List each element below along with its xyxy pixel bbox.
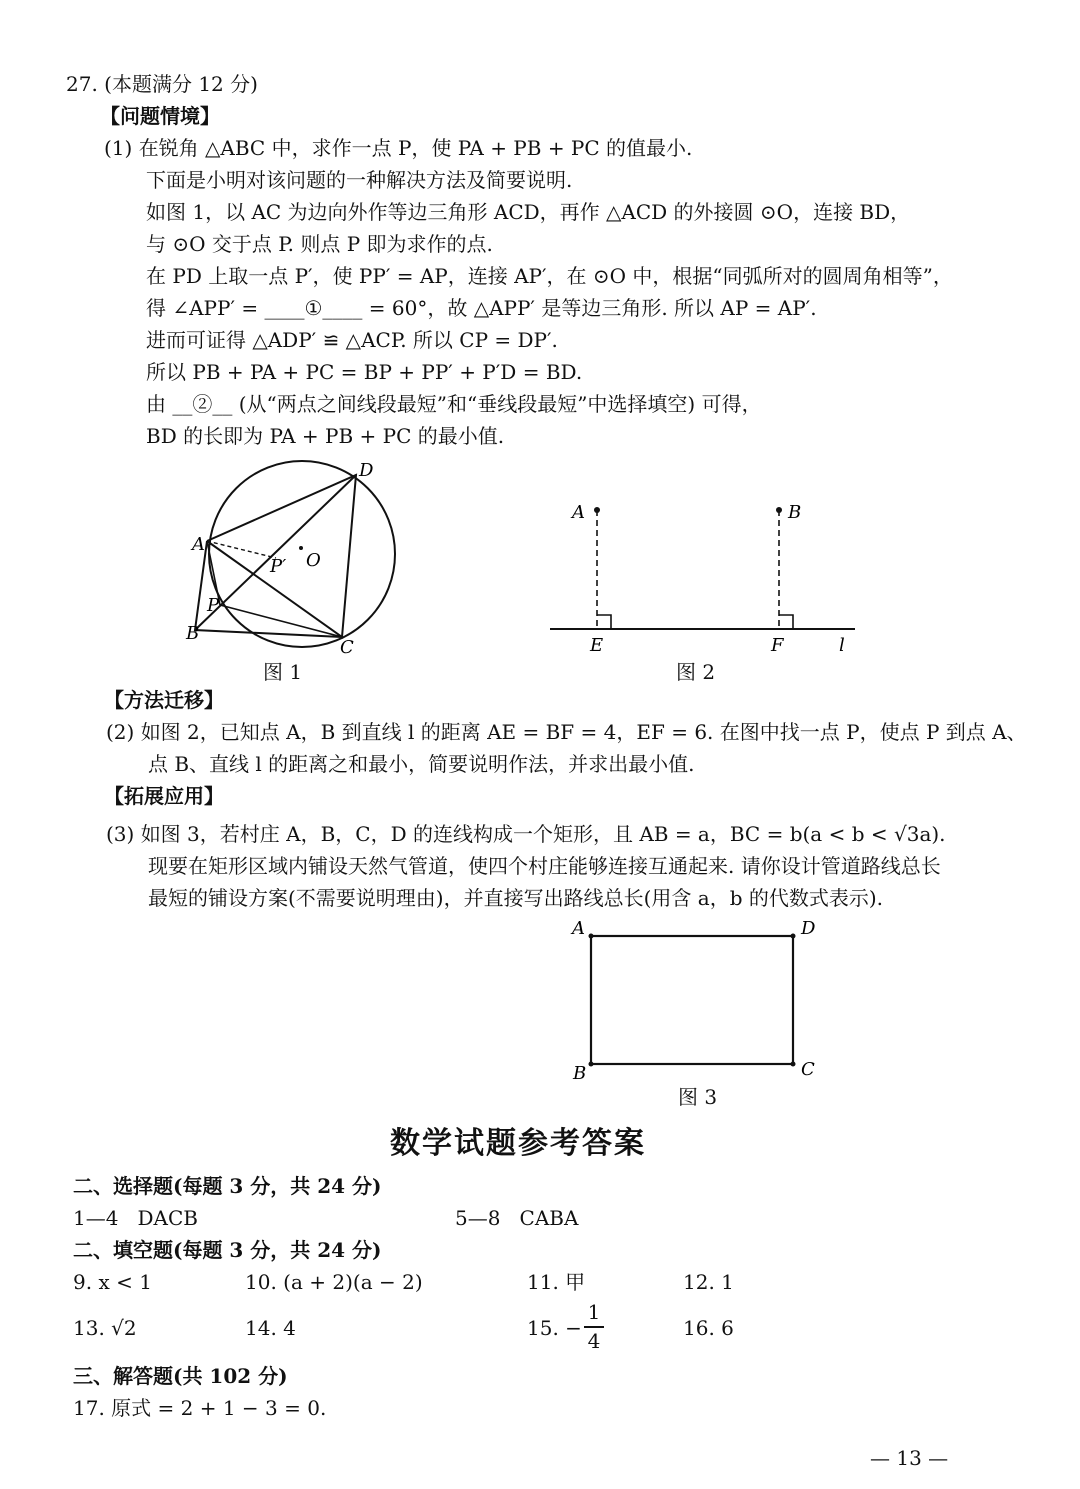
figure-3-caption: 图 3 bbox=[678, 1085, 718, 1109]
q27-part2-line: 点 B、直线 l 的距离之和最小，简要说明作法，并求出最小值. bbox=[148, 752, 695, 776]
answer-10: 10. (a + 2)(a − 2) bbox=[245, 1270, 423, 1294]
label-b: B bbox=[573, 1063, 587, 1084]
point-b bbox=[776, 507, 782, 513]
answer-14: 14. 4 bbox=[245, 1316, 296, 1340]
q27-text-line: 在 PD 上取一点 P′，使 PP′ = AP，连接 AP′，在 ⊙O 中，根据“同弧所对的圆周角相等”， bbox=[146, 264, 953, 288]
q27-part3-line: 最短的铺设方案(不需要说明理由)，并直接写出路线总长(用含 a，b 的代数式表示). bbox=[148, 886, 884, 910]
label-p-prime: P′ bbox=[270, 556, 287, 577]
label-a: A bbox=[192, 534, 205, 555]
q27-text-line: 得 ∠APP′ = ____①____ = 60°，故 △APP′ 是等边三角形. 所以 AP = AP′. bbox=[146, 296, 817, 320]
q27-text-line: 如图 1，以 AC 为边向外作等边三角形 ACD，再作 △ACD 的外接圆 ⊙O，连接 BD， bbox=[146, 200, 911, 224]
q27-part2-line: (2) 如图 2，已知点 A，B 到直线 l 的距离 AE = BF = 4，EF = 6. 在图中找一点 P，使点 P 到点 A、 bbox=[106, 720, 1027, 744]
answer-9: 9. x < 1 bbox=[73, 1270, 152, 1294]
rectangle-abcd bbox=[591, 936, 793, 1064]
answer-12: 12. 1 bbox=[683, 1270, 734, 1294]
right-angle-e bbox=[597, 615, 611, 629]
q27-text-line: 由 __②__ (从“两点之间线段最短”和“垂线段最短”中选择填空) 可得， bbox=[146, 392, 762, 416]
label-e: E bbox=[590, 635, 604, 656]
q27-text-line: 所以 PB + PA + PC = BP + PP′ + P′D = BD. bbox=[146, 360, 583, 384]
page-number: — 13 — bbox=[870, 1446, 949, 1470]
label-d: D bbox=[801, 918, 816, 939]
q27-text-line: 进而可证得 △ADP′ ≌ △ACP. 所以 CP = DP′. bbox=[146, 328, 558, 352]
label-c: C bbox=[801, 1059, 815, 1080]
label-f: F bbox=[771, 635, 784, 656]
answer-15-denominator: 4 bbox=[587, 1329, 601, 1353]
label-p: P bbox=[207, 595, 220, 616]
figure-2-caption: 图 2 bbox=[676, 660, 716, 684]
answer-16: 16. 6 bbox=[683, 1316, 734, 1340]
label-l: l bbox=[839, 635, 845, 656]
answer-15-numerator: 1 bbox=[587, 1300, 601, 1324]
answer-mc-1-4: 1—4 DACB bbox=[73, 1206, 198, 1230]
figure-3-diagram bbox=[565, 912, 825, 1087]
center-o-point bbox=[299, 546, 303, 550]
section-method-transfer: 【方法迁移】 bbox=[104, 688, 224, 712]
point-a bbox=[589, 934, 594, 939]
point-c bbox=[791, 1062, 796, 1067]
q27-part3-line: 现要在矩形区域内铺设天然气管道，使四个村庄能够连接互通起来. 请你设计管道路线总长 bbox=[148, 854, 941, 878]
answer-15-fraction-bar bbox=[584, 1326, 604, 1328]
point-a bbox=[594, 507, 600, 513]
point-b bbox=[589, 1062, 594, 1067]
figure-2-diagram bbox=[545, 490, 865, 660]
figure-1-caption: 图 1 bbox=[263, 660, 303, 684]
q27-part3-line: (3) 如图 3，若村庄 A，B，C，D 的连线构成一个矩形，且 AB = a，BC = b(a < b < √3a). bbox=[106, 822, 946, 846]
segment-bd bbox=[195, 475, 356, 630]
label-a: A bbox=[572, 918, 585, 939]
question-header: 27. (本题满分 12 分) bbox=[66, 72, 258, 96]
label-c: C bbox=[340, 637, 354, 658]
label-b: B bbox=[788, 502, 802, 523]
answer-15-prefix: 15. − bbox=[527, 1316, 582, 1340]
answer-mc-5-8: 5—8 CABA bbox=[455, 1206, 579, 1230]
q27-part1-line: (1) 在锐角 △ABC 中，求作一点 P，使 PA + PB + PC 的值最小. bbox=[104, 136, 693, 160]
q27-text-line: 下面是小明对该问题的一种解决方法及简要说明. bbox=[146, 168, 573, 192]
right-angle-f bbox=[779, 615, 793, 629]
label-a: A bbox=[572, 502, 585, 523]
label-d: D bbox=[359, 460, 374, 481]
circumcircle bbox=[209, 461, 395, 647]
answer-17: 17. 原式 = 2 + 1 − 3 = 0. bbox=[73, 1396, 327, 1420]
answer-section-fill: 二、填空题(每题 3 分，共 24 分) bbox=[73, 1238, 382, 1262]
q27-text-line: 与 ⊙O 交于点 P. 则点 P 即为求作的点. bbox=[146, 232, 493, 256]
section-problem-context: 【问题情境】 bbox=[100, 104, 220, 128]
q27-text-line: BD 的长即为 PA + PB + PC 的最小值. bbox=[146, 424, 505, 448]
label-b: B bbox=[186, 623, 200, 644]
answer-11: 11. 甲 bbox=[527, 1270, 586, 1294]
answer-section-choice: 二、选择题(每题 3 分，共 24 分) bbox=[73, 1174, 382, 1198]
answer-13: 13. √2 bbox=[73, 1316, 137, 1340]
label-o: O bbox=[306, 550, 321, 571]
answer-key-title: 数学试题参考答案 bbox=[390, 1126, 646, 1161]
point-d bbox=[791, 934, 796, 939]
section-extension: 【拓展应用】 bbox=[104, 784, 224, 808]
answer-section-solutions: 三、解答题(共 102 分) bbox=[73, 1364, 288, 1388]
figure-1-diagram bbox=[170, 455, 430, 660]
